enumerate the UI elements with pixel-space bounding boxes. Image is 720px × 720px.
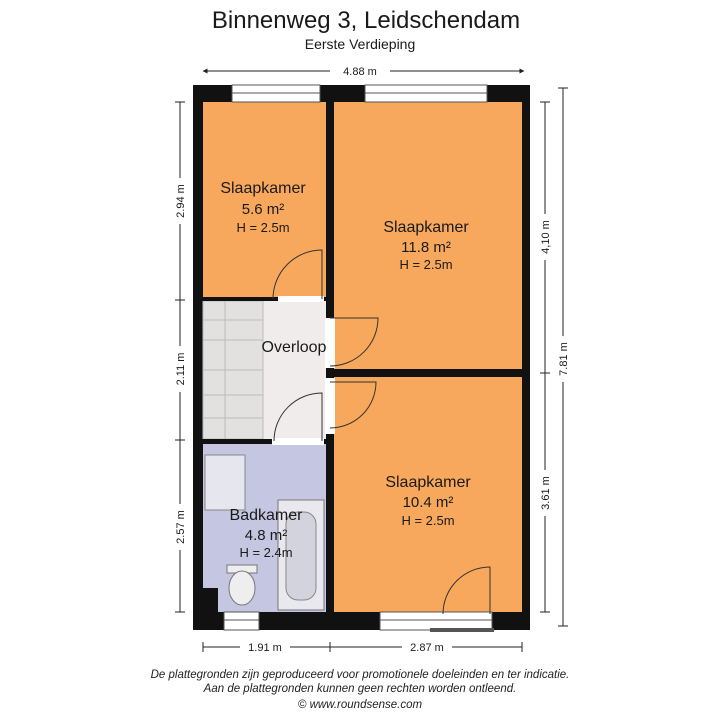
wall-inner-horizontal-bath [198,439,271,444]
dimension-top [205,62,522,78]
dimension-right-bottom-label: 3.61 m [540,476,552,510]
room-bathroom-name: Badkamer [229,507,303,524]
wall-inner-vertical-mid [326,300,334,310]
dimension-left-bottom-label: 2.57 m [175,510,187,544]
footer-copyright: © www.roundsense.com [297,699,423,711]
dimension-bottom-right-label: 2.87 m [410,642,444,654]
wall-inner-horizontal-top [198,297,278,301]
room-bedroom-large-area: 11.8 m² [401,239,451,256]
plan-title: Binnenweg 3, Leidschendam [211,7,521,34]
toilet [227,565,257,605]
dimension-right-inner [537,102,553,612]
wall-inner-vertical-top [326,100,334,300]
dimension-bottom [203,639,522,655]
wall-inner-horizontal-mid [330,369,525,377]
room-bedroom-large-height: H = 2.5m [399,257,453,272]
footer-disclaimer-2: Aan de plattegronden kunnen geen rechten worden ontleend. [203,683,517,695]
room-bedroom-bottom-height: H = 2.5m [401,513,455,528]
dimension-right-top-label: 4,10 m [540,220,552,254]
window-bottom-bath [224,612,259,630]
dimension-left [172,102,188,612]
dimension-left-middle-label: 2.11 m [175,352,187,386]
wall-bath-bottom-left [193,588,218,630]
room-bathroom-height: H = 2.4m [239,545,293,560]
room-bedroom-small-height: H = 2.5m [236,220,290,235]
footer-disclaimer-1: De plattegronden zijn geproduceerd voor promotionele doeleinden en ter indicatie. [150,669,570,681]
dimension-right-outer [555,88,571,626]
room-bedroom-small-area: 5.6 m² [241,201,285,218]
room-bedroom-small [203,102,326,297]
window-top-left [232,85,320,102]
dimension-right-total-label: 7.81 m [558,342,570,376]
plan-subtitle: Eerste Verdieping [304,36,416,52]
room-bedroom-large-name: Slaapkamer [383,219,469,236]
staircase [203,301,263,439]
room-bedroom-bottom-area: 10.4 m² [402,494,454,511]
dimension-top-label: 4.88 m [343,66,377,78]
dimension-bottom-left-label: 1.91 m [248,642,282,654]
dimension-left-top-label: 2.94 m [175,184,187,218]
window-bottom-right [380,612,492,630]
wall-inner-vertical-bottom [326,436,334,616]
room-bedroom-small-name: Slaapkamer [220,180,306,197]
window-top-right [365,85,487,102]
washbasin [205,455,245,510]
room-landing-name: Overloop [261,339,327,356]
room-bathroom-area: 4.8 m² [244,527,288,544]
room-bedroom-bottom-name: Slaapkamer [385,474,471,491]
